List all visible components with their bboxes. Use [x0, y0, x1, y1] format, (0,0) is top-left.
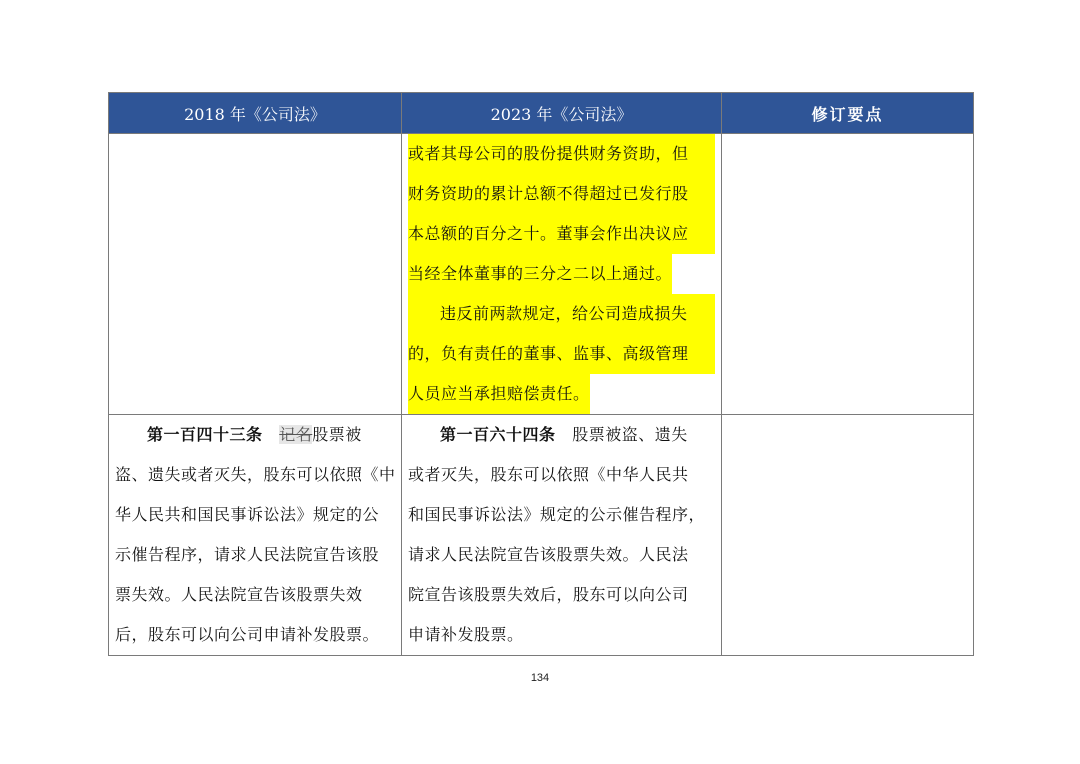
article-text-line: 华人民共和国民事诉讼法》规定的公 [115, 505, 380, 524]
article-number: 第一百六十四条 [440, 425, 556, 444]
cell-2018-article-143 [109, 415, 402, 656]
article-first-line [408, 415, 715, 455]
highlighted-line: 违反前两款规定，给公司造成损失 [408, 294, 715, 334]
article-text-line: 或者灭失，股东可以依照《中华人民共 [408, 465, 689, 484]
highlighted-line: 或者其母公司的股份提供财务资助，但 [408, 134, 715, 174]
cell-2023-continued [402, 134, 722, 415]
article-text-line: 盗、遗失或者灭失，股东可以依照《中 [115, 465, 396, 484]
header-revision-points: 修订要点 [722, 93, 974, 134]
highlighted-line: 人员应当承担赔偿责任。 [408, 374, 590, 414]
article-number: 第一百四十三条 [147, 425, 263, 444]
cell-2023-article-164 [402, 415, 722, 656]
comparison-table [108, 92, 974, 656]
header-2018: 2018 年《公司法》 [109, 93, 402, 134]
table-header-row [109, 93, 974, 134]
article-text-line: 示催告程序，请求人民法院宣告该股 [115, 545, 380, 564]
article-text-line: 和国民事诉讼法》规定的公示催告程序， [408, 505, 706, 524]
highlighted-line: 财务资助的累计总额不得超过已发行股 [408, 174, 715, 214]
header-2023: 2023 年《公司法》 [402, 93, 722, 134]
article-text: 股票被盗、遗失 [572, 425, 688, 444]
highlighted-line: 本总额的百分之十。董事会作出决议应 [408, 214, 715, 254]
cell-revision-empty [722, 415, 974, 656]
highlighted-line: 当经全体董事的三分之二以上通过。 [408, 254, 672, 294]
article-text-line: 票失效。人民法院宣告该股票失效 [115, 585, 363, 604]
article-text: 股票被 [312, 425, 362, 444]
article-first-line [115, 415, 395, 455]
table-row [109, 415, 974, 656]
article-text-line: 请求人民法院宣告该股票失效。人民法 [408, 545, 689, 564]
article-text-line: 后，股东可以向公司申请补发股票。 [115, 625, 380, 644]
deleted-text: 记名 [279, 425, 313, 444]
cell-revision-empty [722, 134, 974, 415]
article-text-line: 申请补发股票。 [408, 625, 524, 644]
cell-2018-empty [109, 134, 402, 415]
table-row [109, 134, 974, 415]
highlighted-line: 的，负有责任的董事、监事、高级管理 [408, 334, 715, 374]
article-text-line: 院宣告该股票失效后，股东可以向公司 [408, 585, 689, 604]
page-number: 134 [530, 672, 550, 684]
